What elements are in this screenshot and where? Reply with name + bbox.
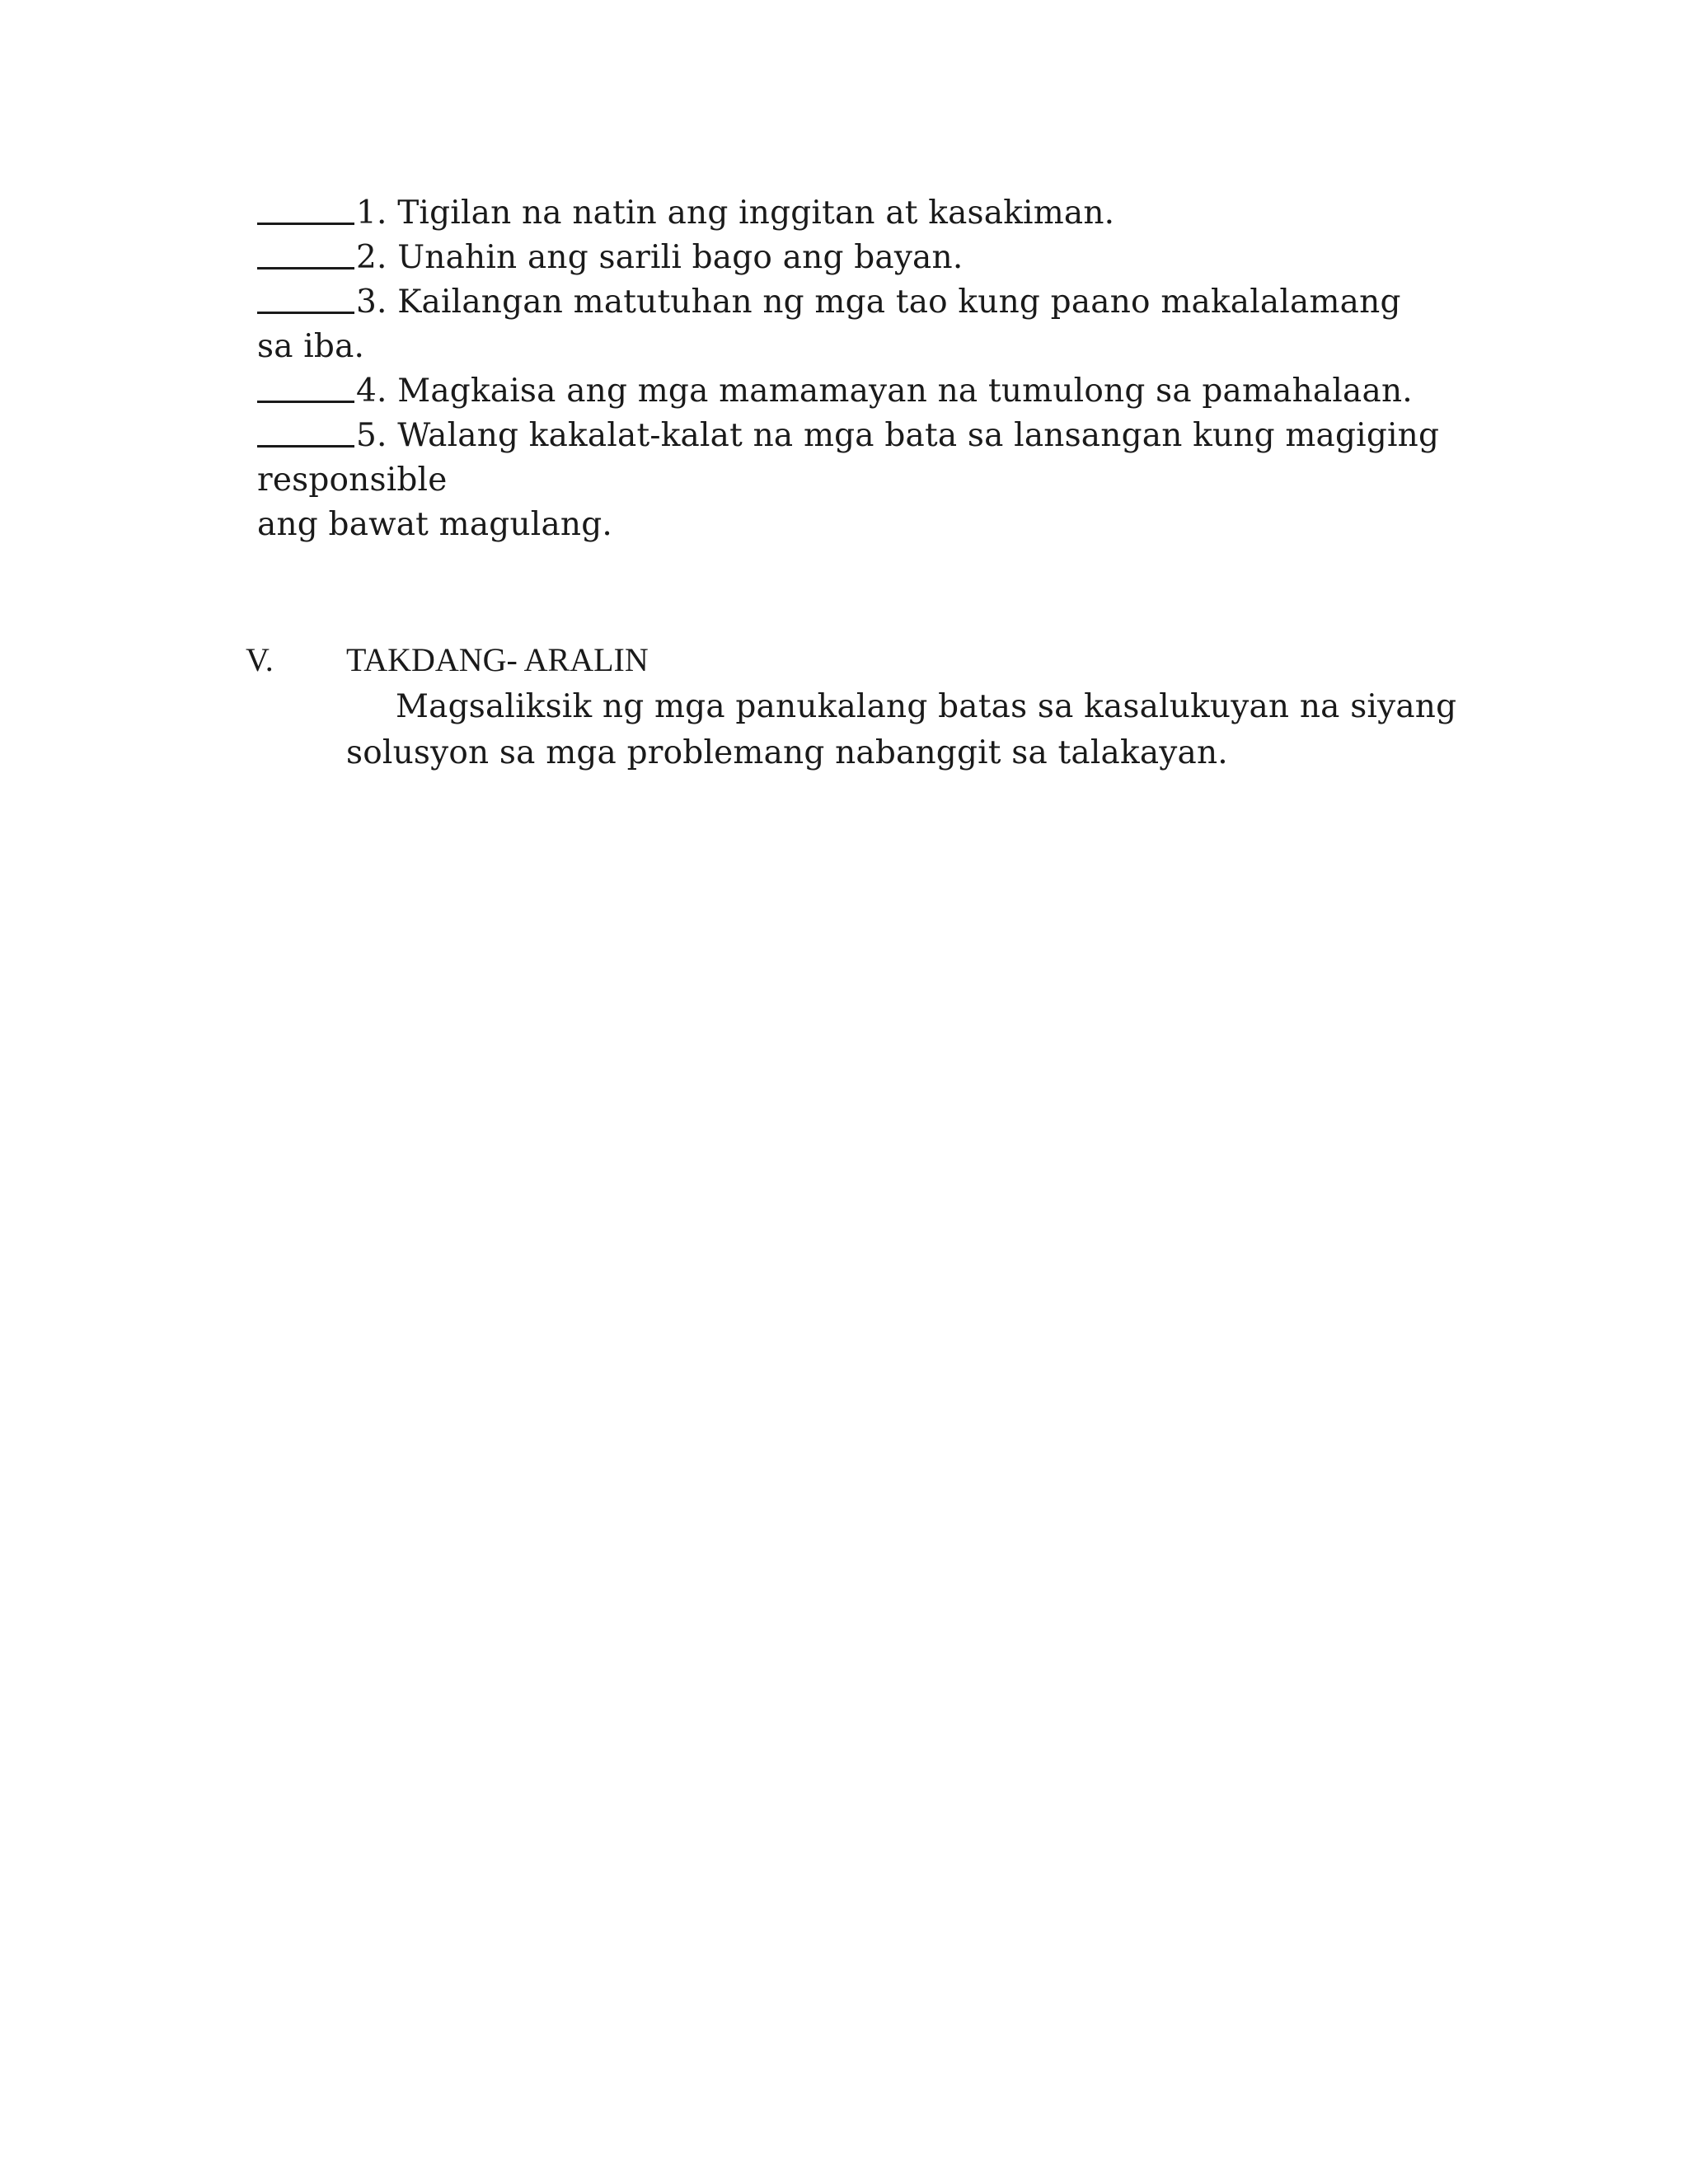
section-title: TAKDANG- ARALIN	[346, 641, 649, 678]
homework-section	[246, 638, 1457, 776]
item-number: 4.	[356, 373, 387, 410]
answer-blank[interactable]	[257, 194, 354, 225]
item-text: Kailangan matutuhan ng mga tao kung paano makalalamang sa iba.	[257, 284, 1401, 365]
answer-items-list	[257, 191, 1444, 547]
item-number: 5.	[356, 417, 387, 454]
list-item	[257, 280, 1444, 369]
answer-blank[interactable]	[257, 284, 354, 314]
list-item	[257, 191, 1444, 236]
list-item-continuation: ang bawat magulang.	[257, 506, 612, 543]
section-body: Magsaliksik ng mga panukalang batas sa kasalukuyan na siyang solusyon sa mga problemang nabanggit sa talakayan.	[346, 688, 1457, 771]
section-numeral: V.	[246, 641, 274, 678]
list-item	[257, 369, 1444, 414]
item-text: Unahin ang sarili bago ang bayan.	[387, 239, 964, 276]
item-text: Magkaisa ang mga mamamayan na tumulong sa pamahalaan.	[387, 373, 1413, 410]
answer-blank[interactable]	[257, 373, 354, 403]
item-number: 2.	[356, 239, 387, 276]
answer-blank[interactable]	[257, 239, 354, 269]
section-heading	[246, 638, 1457, 682]
item-number: 3.	[356, 284, 387, 321]
item-text: Tigilan na natin ang inggitan at kasakiman.	[387, 194, 1115, 232]
list-item	[257, 236, 1444, 280]
item-text: Walang kakalat-kalat na mga bata sa lansangan kung magiging responsible	[257, 417, 1440, 499]
list-item	[257, 414, 1444, 503]
item-number: 1.	[356, 194, 387, 232]
answer-blank[interactable]	[257, 417, 354, 448]
